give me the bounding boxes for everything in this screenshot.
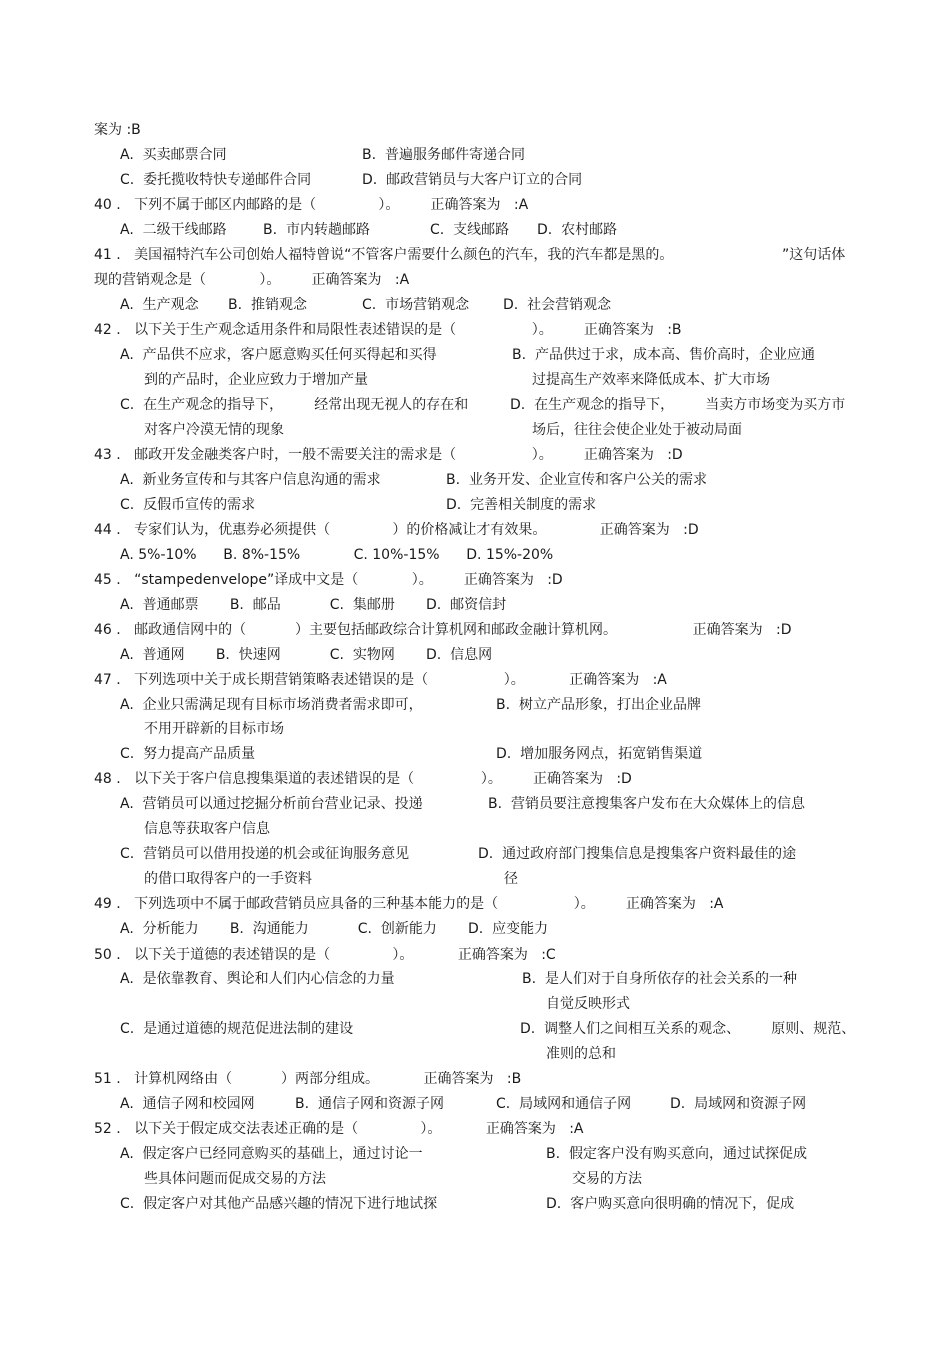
question-line: 50 . 以下关于道德的表述错误的是（ ）。 正确答案为 :C [94, 947, 556, 963]
question-line: 43 . 邮政开发金融类客户时，一般不需要关注的需求是（ ）。 正确答案为 :D [94, 447, 683, 463]
question-line: 41 . 美国福特汽车公司创始人福特曾说“不管客户需要什么颜色的汽车，我的汽车都是黑的。 [94, 247, 674, 263]
option-line: 信息等获取客户信息 [144, 821, 270, 837]
option-line: D. 在生产观念的指导下， 当卖方市场变为买方市 [510, 397, 846, 413]
option-line: B. 产品供过于求，成本高、售价高时，企业应通 [512, 347, 815, 363]
option-line: C. 在生产观念的指导下， 经常出现无视人的存在和 [120, 397, 469, 413]
option-line: 不用开辟新的目标市场 [144, 721, 284, 737]
question-line: 49 . 下列选项中不属于邮政营销员应具备的三种基本能力的是（ ）。 正确答案为 :A [94, 896, 724, 912]
option-line: B. 营销员要注意搜集客户发布在大众媒体上的信息 [488, 796, 805, 812]
option-line: 些具体问题而促成交易的方法 [144, 1171, 326, 1187]
option-line: 准则的总和 [546, 1046, 616, 1062]
option-line: B. 树立产品形象，打出企业品牌 [496, 697, 701, 713]
option-line: B. 业务开发、企业宣传和客户公关的需求 [446, 472, 707, 488]
option-line: C. 是通过道德的规范促进法制的建设 [120, 1021, 354, 1037]
option-line: B. 普遍服务邮件寄递合同 [362, 147, 525, 163]
option-line: A. 买卖邮票合同 [120, 147, 227, 163]
option-line: A. 普通网 B. 快速网 C. 实物网 D. 信息网 [120, 647, 493, 663]
option-line: D. 客户购买意向很明确的情况下，促成 [546, 1196, 795, 1212]
option-line: C. 局域网和通信子网 [496, 1096, 632, 1112]
option-line: B. 通信子网和资源子网 [295, 1096, 444, 1112]
option-line: C. 市场营销观念 [362, 297, 470, 313]
option-line: C. 反假币宣传的需求 [120, 497, 256, 513]
text-line: 案为 :B [94, 122, 141, 138]
option-line: D. 局域网和资源子网 [670, 1096, 807, 1112]
option-line: D. 社会营销观念 [503, 297, 612, 313]
option-line: A. 分析能力 B. 沟通能力 C. 创新能力 D. 应变能力 [120, 921, 549, 937]
option-line: D. 邮政营销员与大客户订立的合同 [362, 172, 583, 188]
option-line: D. 农村邮路 [537, 222, 618, 238]
question-line: 52 . 以下关于假定成交法表述正确的是（ ）。 正确答案为 :A [94, 1121, 584, 1137]
option-line: D. 增加服务网点，拓宽销售渠道 [496, 746, 703, 762]
option-line: B. 推销观念 [228, 297, 307, 313]
option-line: D. 完善相关制度的需求 [446, 497, 597, 513]
question-line: 47 . 下列选项中关于成长期营销策略表述错误的是（ ）。 正确答案为 :A [94, 672, 667, 688]
option-line: A. 新业务宣传和与其客户信息沟通的需求 [120, 472, 381, 488]
option-line: B. 是人们对于自身所依存的社会关系的一种 [522, 971, 797, 987]
option-line: A. 普通邮票 B. 邮品 C. 集邮册 D. 邮资信封 [120, 597, 507, 613]
question-line: 46 . 邮政通信网中的（ ）主要包括邮政综合计算机网和邮政金融计算机网。 正确答案为 :D [94, 622, 792, 638]
option-line: 的借口取得客户的一手资料 [144, 871, 312, 887]
option-line: D. 通过政府部门搜集信息是搜集客户资料最佳的途 [478, 846, 797, 862]
option-line: 过提高生产效率来降低成本、扩大市场 [532, 372, 770, 388]
question-line: 40 . 下列不属于邮区内邮路的是（ ）。 正确答案为 :A [94, 197, 529, 213]
option-line: A. 生产观念 [120, 297, 199, 313]
option-line: D. 调整人们之间相互关系的观念、 原则、规范、 [520, 1021, 856, 1037]
option-line: C. 委托揽收特快专递邮件合同 [120, 172, 312, 188]
option-line: A. 假定客户已经同意购买的基础上，通过讨论一 [120, 1146, 423, 1162]
option-line: 对客户冷漠无情的现象 [144, 422, 284, 438]
question-line: 51 . 计算机网络由（ ）两部分组成。 正确答案为 :B [94, 1071, 522, 1087]
option-line: A. 通信子网和校园网 [120, 1096, 255, 1112]
option-line: B. 市内转趟邮路 [263, 222, 370, 238]
option-line: A. 营销员可以通过挖掘分析前台营业记录、投递 [120, 796, 423, 812]
option-line: C. 支线邮路 [430, 222, 510, 238]
option-line: C. 营销员可以借用投递的机会或征询服务意见 [120, 846, 410, 862]
question-line: 45 . “stampedenvelope”译成中文是（ ）。 正确答案为 :D [94, 572, 563, 588]
option-line: A. 产品供不应求，客户愿意购买任何买得起和买得 [120, 347, 437, 363]
option-line: C. 假定客户对其他产品感兴趣的情况下进行地试探 [120, 1196, 438, 1212]
question-line: ”这句话体 [782, 247, 846, 263]
question-line: 48 . 以下关于客户信息搜集渠道的表述错误的是（ ）。 正确答案为 :D [94, 771, 632, 787]
option-line: C. 努力提高产品质量 [120, 746, 256, 762]
option-line: 到的产品时，企业应致力于增加产量 [144, 372, 368, 388]
question-line: 44 . 专家们认为，优惠券必须提供（ ）的价格减让才有效果。 正确答案为 :D [94, 522, 699, 538]
option-line: 自觉反映形式 [546, 996, 630, 1012]
option-line: 交易的方法 [572, 1171, 642, 1187]
option-line: A. 企业只需满足现有目标市场消费者需求即可， [120, 697, 423, 713]
option-line: 场后，往往会使企业处于被动局面 [532, 422, 742, 438]
option-line: A. 5%-10% B. 8%-15% C. 10%-15% D. 15%-20% [120, 547, 554, 563]
option-line: B. 假定客户没有购买意向，通过试探促成 [546, 1146, 807, 1162]
option-line: 径 [504, 871, 518, 887]
question-line: 42 . 以下关于生产观念适用条件和局限性表述错误的是（ ）。 正确答案为 :B [94, 322, 682, 338]
option-line: A. 是依靠教育、舆论和人们内心信念的力量 [120, 971, 395, 987]
question-line: 现的营销观念是（ ）。 正确答案为 :A [94, 272, 410, 288]
option-line: A. 二级干线邮路 [120, 222, 227, 238]
